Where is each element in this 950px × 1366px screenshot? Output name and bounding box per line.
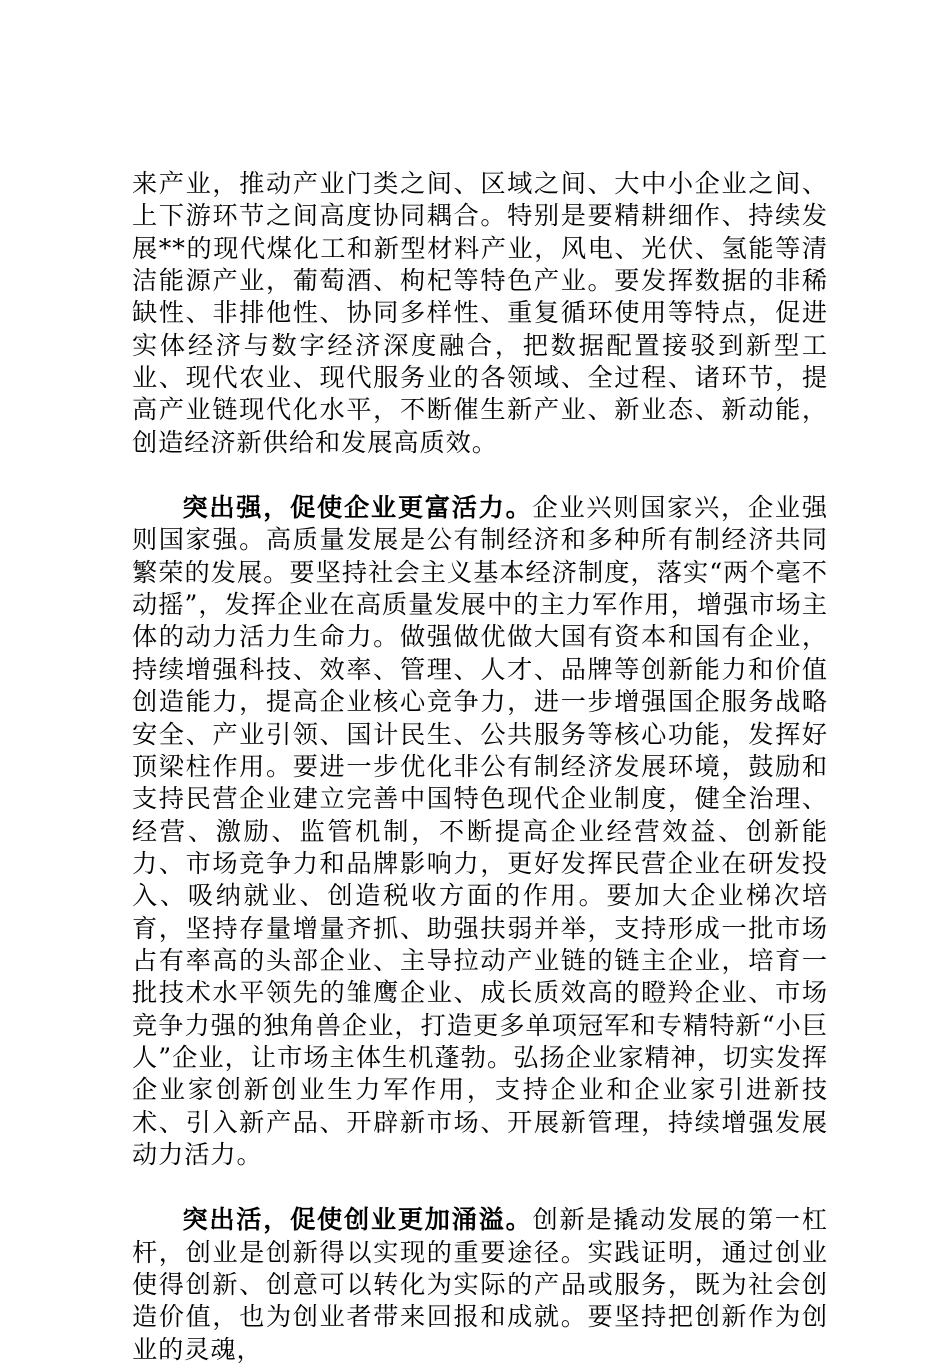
document-page bbox=[132, 168, 828, 1366]
paragraph-heading: 突出活，促使创业更加涌溢。 bbox=[182, 1204, 533, 1235]
paragraph-heading: 突出强，促使企业更富活力。 bbox=[182, 492, 533, 523]
paragraph-body: 来产业，推动产业门类之间、区域之间、大中小企业之间、上下游环节之间高度协同耦合。特别是要精耕细作、持续发展**的现代煤化工和新型材料产业，风电、光伏、氢能等清洁能源产业，葡萄酒、枸杞等特色产业。要发挥数据的非稀缺性、非排他性、协同多样性、重复循环使用等特点，促进实体经济与数字经济深度融合，把数据配置接驳到新型工业、现代农业、现代服务业的各领域、全过程、诸环节，提高产业链现代化水平，不断催生新产业、新业态、新动能，创造经济新供给和发展高质效。 bbox=[132, 169, 828, 457]
paragraph-body: 企业兴则国家兴，企业强则国家强。高质量发展是公有制经济和多种所有制经济共同繁荣的发展。要坚持社会主义基本经济制度，落实“两个毫不动摇”，发挥企业在高质量发展中的主力军作用，增强市场主体的动力活力生命力。做强做优做大国有资本和国有企业，持续增强科技、效率、管理、人才、品牌等创新能力和价值创造能力，提高企业核心竞争力，进一步增强国企服务战略安全、产业引领、国计民生、公共服务等核心功能，发挥好顶梁柱作用。要进一步优化非公有制经济发展环境，鼓励和支持民营企业建立完善中国特色现代企业制度，健全治理、经营、激励、监管机制，不断提高企业经营效益、创新能力、市场竞争力和品牌影响力，更好发挥民营企业在研发投入、吸纳就业、创造税收方面的作用。要加大企业梯次培育，坚持存量增量齐抓、助强扶弱并举，支持形成一批市场占有率高的头部企业、主导拉动产业链的链主企业，培育一批技术水平领先的雏鹰企业、成长质效高的瞪羚企业、市场竞争力强的独角兽企业，打造更多单项冠军和专精特新“小巨人”企业，让市场主体生机蓬勃。弘扬企业家精神，切实发挥企业家创新创业生力军作用，支持企业和企业家引进新技术、引入新产品、开辟新市场、开展新管理，持续增强发展动力活力。 bbox=[132, 493, 828, 1169]
paragraph-industry-continuation bbox=[132, 168, 828, 459]
paragraph-body: 创新是撬动发展的第一杠杆，创业是创新得以实现的重要途径。实践证明，通过创业使得创新、创意可以转化为实际的产品或服务，既为社会创造价值，也为创业者带来回报和成就。要坚持把创新作为创业的灵魂， bbox=[132, 1205, 828, 1364]
paragraph-strong-enterprises bbox=[132, 491, 828, 1171]
paragraph-active-entrepreneurship bbox=[132, 1203, 828, 1366]
